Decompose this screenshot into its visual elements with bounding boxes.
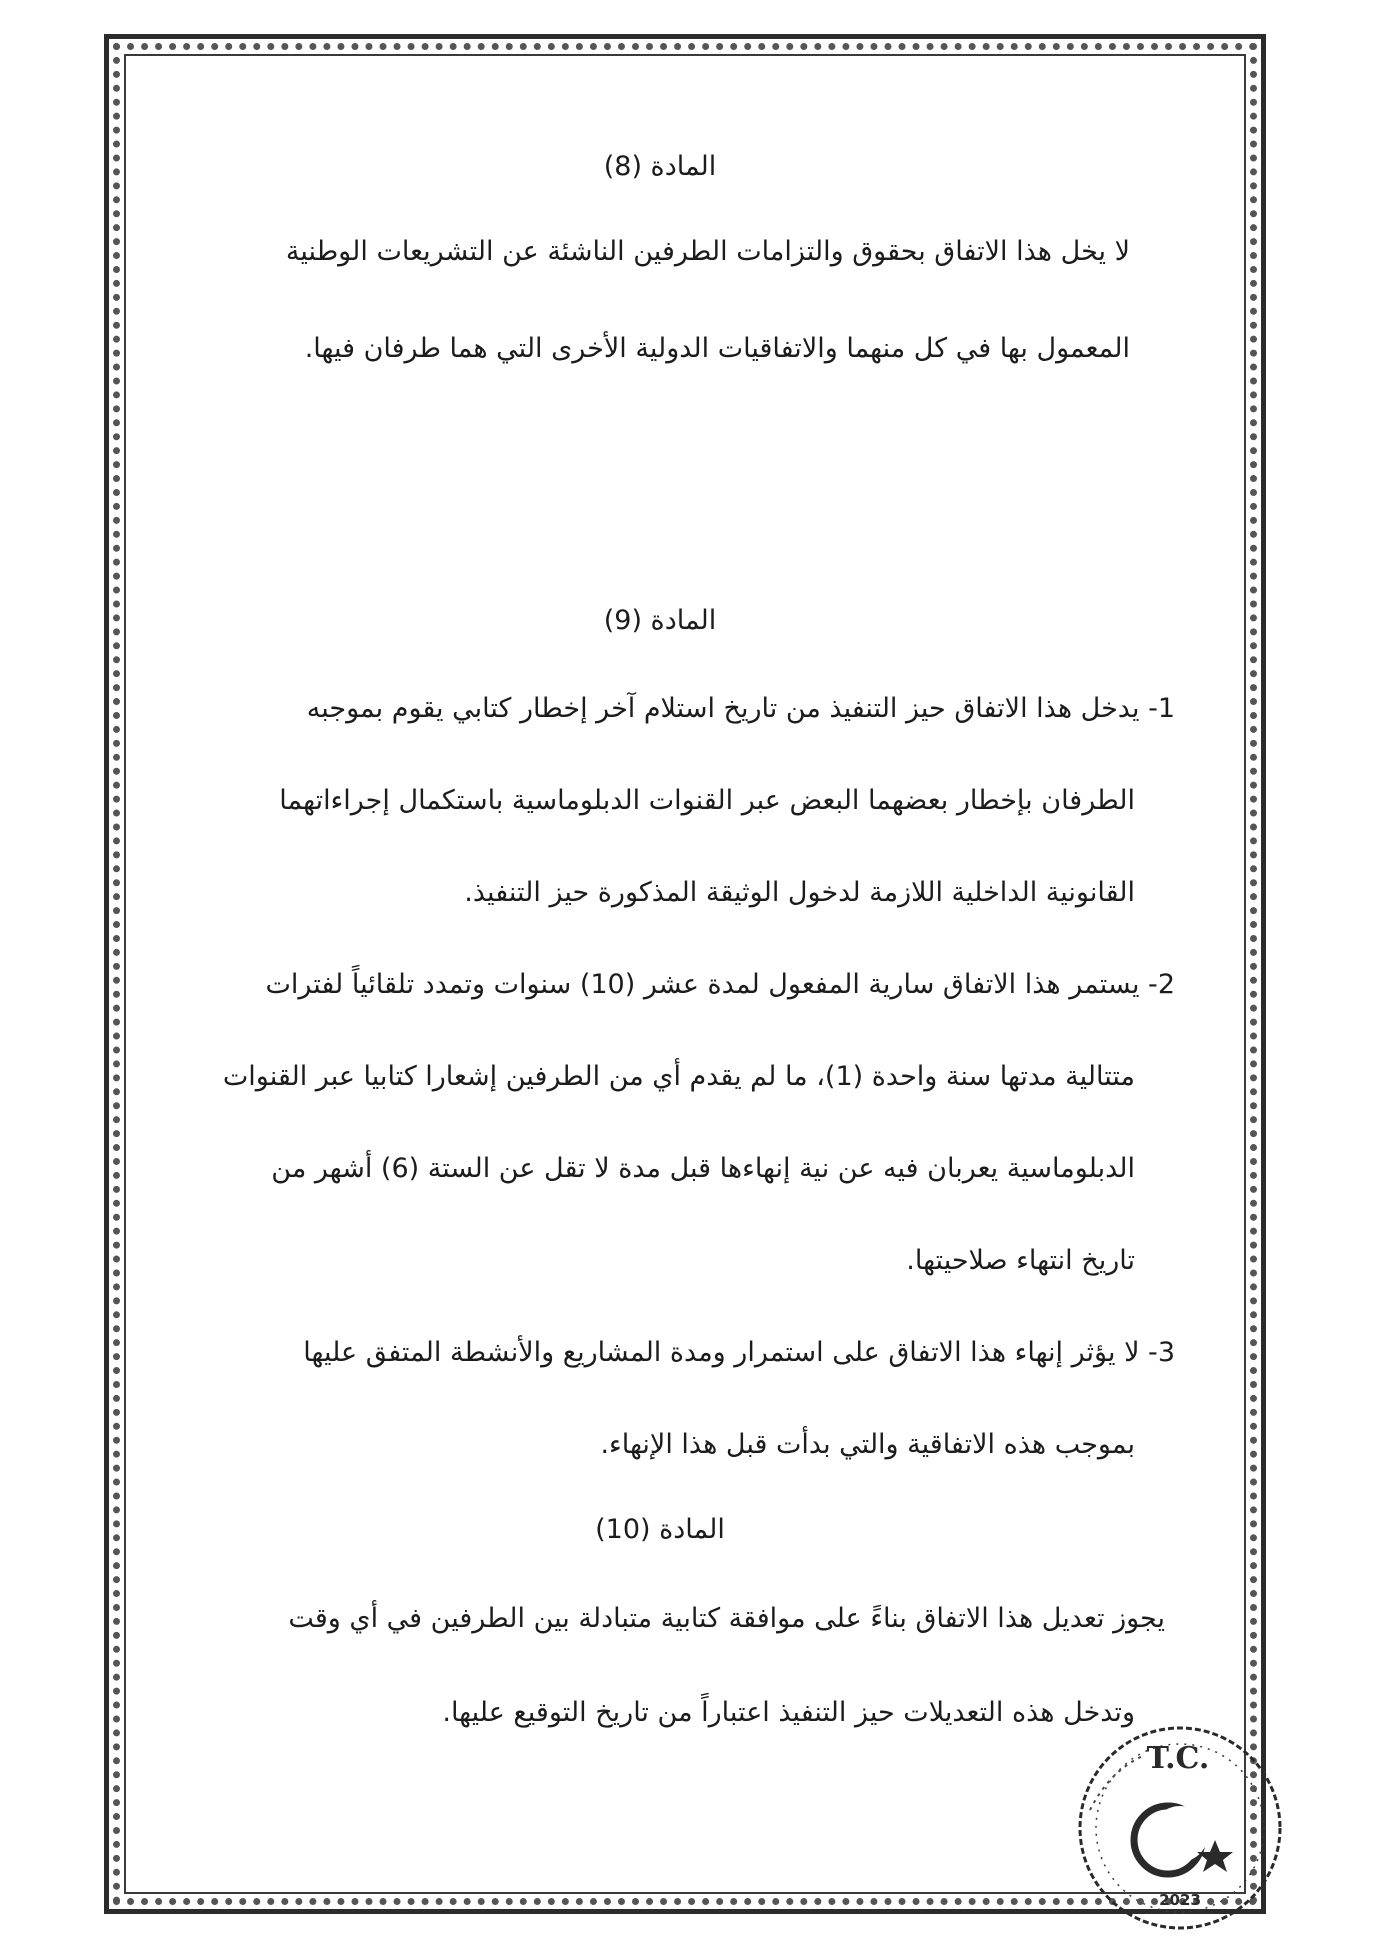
article-9-line-7: تاريخ انتهاء صلاحيتها. [906,1245,1135,1276]
article-9-line-5: متتالية مدتها سنة واحدة (1)، ما لم يقدم أي من الطرفين إشعارا كتابيا عبر القنوات [222,1061,1135,1092]
article-9-line-9: بموجب هذه الاتفاقية والتي بدأت قبل هذا الإنهاء. [600,1429,1135,1460]
article-9-line-6: الدبلوماسية يعربان فيه عن نية إنهاءها قبل مدة لا تقل عن الستة (6) أشهر من [271,1153,1135,1184]
official-stamp [1050,1700,1290,1940]
article-9-line-4: 2- يستمر هذا الاتفاق سارية المفعول لمدة عشر (10) سنوات وتمدد تلقائياً لفترات [265,969,1175,1000]
crescent-star-seal-icon [1050,1700,1290,1940]
article-9-line-2: الطرفان بإخطار بعضهما البعض عبر القنوات الدبلوماسية باستكمال إجراءاتهما [279,785,1135,816]
article-8-heading: المادة (8) [603,151,717,182]
stamp-text: T.C. [1146,1741,1210,1776]
article-9-line-8: 3- لا يؤثر إنهاء هذا الاتفاق على استمرار ومدة المشاريع والأنشطة المتفق عليها [303,1337,1175,1368]
article-9-heading: المادة (9) [603,605,717,636]
article-9-line-1: 1- يدخل هذا الاتفاق حيز التنفيذ من تاريخ استلام آخر إخطار كتابي يقوم بموجبه [306,693,1175,724]
article-8-line-1: لا يخل هذا الاتفاق بحقوق والتزامات الطرفين الناشئة عن التشريعات الوطنية [285,236,1130,267]
article-10-heading: المادة (10) [595,1514,725,1545]
article-8-line-2: المعمول بها في كل منهما والاتفاقيات الدولية الأخرى التي هما طرفان فيها. [304,333,1130,364]
article-10-line-1: يجوز تعديل هذا الاتفاق بناءً على موافقة كتابية متبادلة بين الطرفين في أي وقت [288,1603,1165,1634]
article-10-line-2: وتدخل هذه التعديلات حيز التنفيذ اعتباراً من تاريخ التوقيع عليها. [442,1697,1135,1728]
stamp-year: 2023 [1159,1891,1201,1909]
article-9-line-3: القانونية الداخلية اللازمة لدخول الوثيقة المذكورة حيز التنفيذ. [464,877,1135,908]
